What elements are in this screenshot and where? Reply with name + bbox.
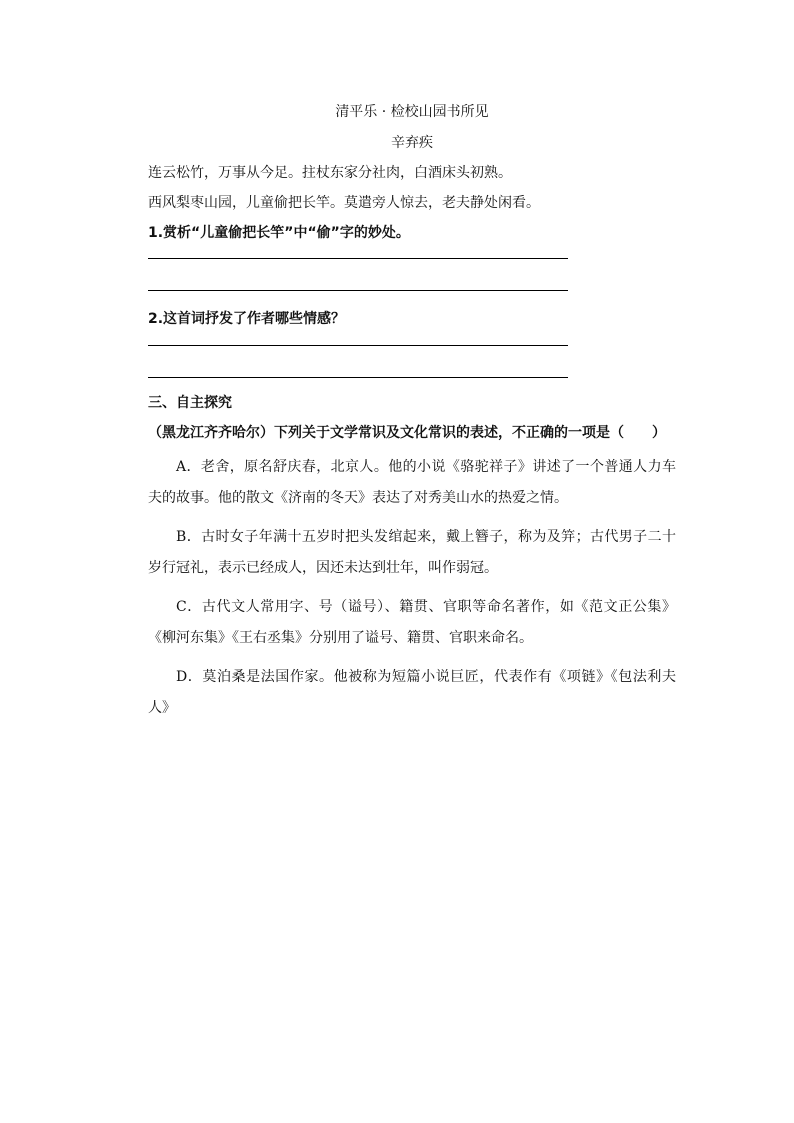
question-2: 2.这首词抒发了作者哪些情感？: [148, 311, 346, 327]
option-a: A．老舍，原名舒庆春，北京人。他的小说《骆驼祥子》讲述了一个普通人力车夫的故事。他的散文《济南的冬天》表达了对秀美山水的热爱之情。: [148, 459, 676, 506]
poem-title: 清平乐 · 检校山园书所见: [335, 104, 489, 120]
option-c: C．古代文人常用字、号（谥号）、籍贯、官职等命名著作，如《范文正公集》《柳河东集》《王右丞集》分别用了谥号、籍贯、官职来命名。: [148, 599, 676, 646]
answer-line-1a: [148, 258, 568, 259]
option-d: D．莫泊桑是法国作家。他被称为短篇小说巨匠，代表作有《项链》《包法利夫人》: [148, 669, 676, 716]
answer-line-2b: [148, 377, 568, 378]
question-1: 1.赏析“儿童偷把长竿”中“偷”字的妙处。: [148, 225, 410, 241]
question-stem: （黑龙江齐齐哈尔）下列关于文学常识及文化常识的表述，不正确的一项是（ ）: [148, 425, 666, 441]
answer-line-2a: [148, 345, 568, 346]
poem-line-2: 西风梨枣山园，儿童偷把长竿。莫遣旁人惊去，老夫静处闲看。: [148, 195, 540, 211]
document-content: [148, 100, 676, 724]
poem-author: 辛弃疾: [391, 135, 433, 151]
section-title: 三、自主探究: [148, 395, 232, 411]
option-b: B．古时女子年满十五岁时把头发绾起来，戴上簪子，称为及笄；古代男子二十岁行冠礼，表示已经成人，因还未达到壮年，叫作弱冠。: [148, 529, 676, 576]
poem-line-1: 连云松竹，万事从今足。拄杖东家分社肉，白酒床头初熟。: [148, 165, 512, 181]
answer-line-1b: [148, 290, 568, 291]
